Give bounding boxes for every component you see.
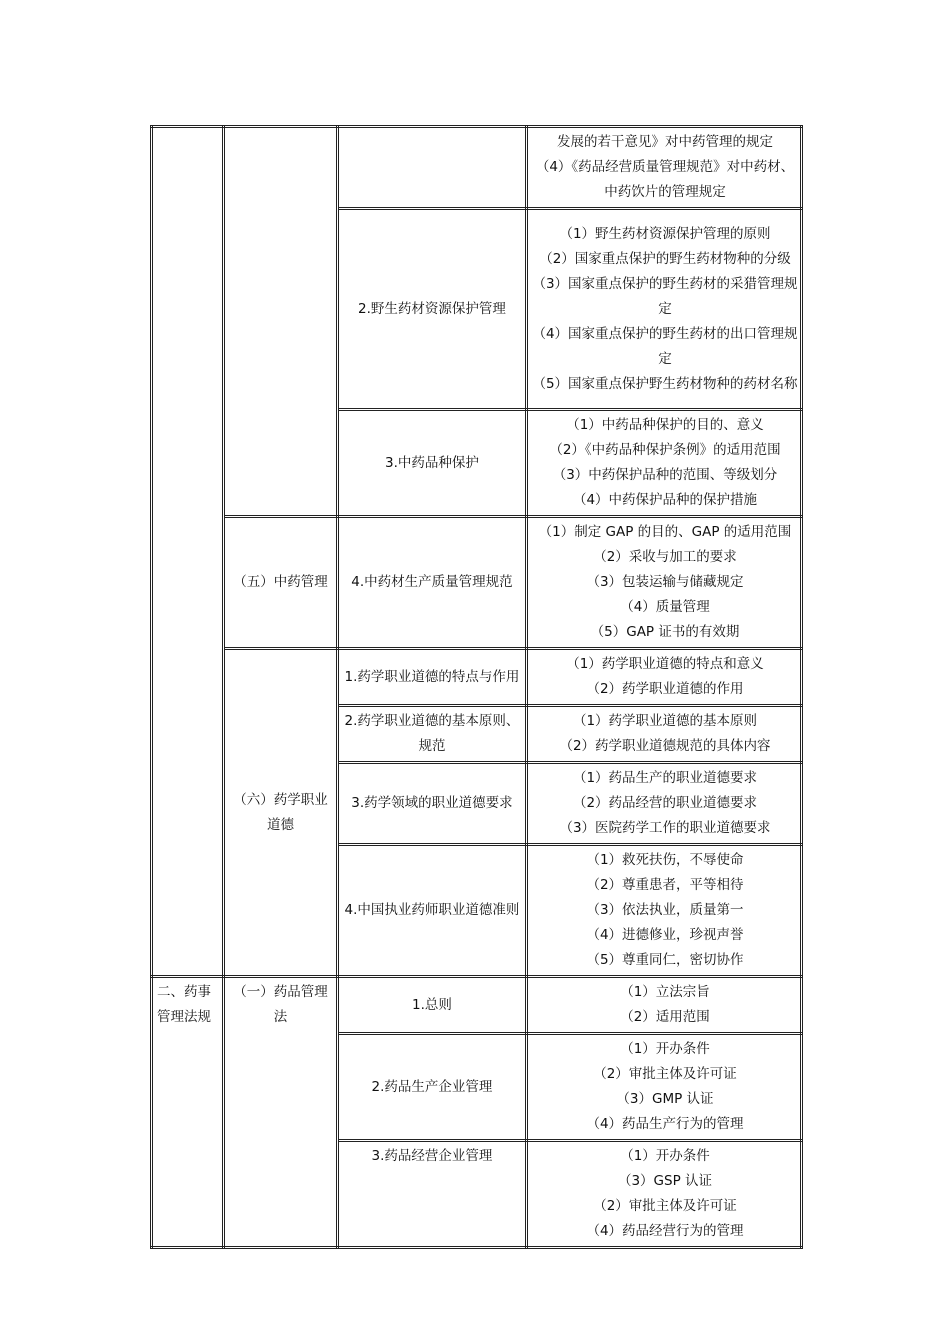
topic-cell	[338, 763, 527, 845]
topic-label: 4.中国执业药师职业道德准则	[344, 902, 520, 918]
subject-cell	[152, 977, 224, 1248]
topic-cell	[338, 649, 527, 706]
detail-cell	[527, 1034, 802, 1141]
detail-line: （3）依法执业，质量第一	[586, 902, 744, 918]
detail-line: （2）采收与加工的要求	[593, 549, 737, 565]
detail-line: （3）GMP 认证	[616, 1091, 714, 1107]
detail-line: （2）药学职业道德的作用	[586, 681, 744, 697]
detail-line: （2）尊重患者，平等相待	[586, 877, 744, 893]
detail-line: （4）药品经营行为的管理	[586, 1223, 744, 1239]
topic-label: 3.药品经营企业管理	[371, 1148, 493, 1164]
detail-line: （4）进德修业，珍视声誉	[586, 927, 744, 943]
detail-line: （1）药品生产的职业道德要求	[572, 770, 758, 786]
detail-line: （1）中药品种保护的目的、意义	[566, 417, 764, 433]
detail-cell	[527, 845, 802, 977]
detail-line: （3）GSP 认证	[617, 1173, 713, 1189]
subject-cell-empty	[152, 127, 224, 977]
unit-cell	[224, 517, 338, 649]
unit-cell	[224, 977, 338, 1248]
table-row	[152, 517, 802, 649]
topic-cell	[338, 706, 527, 763]
table-row	[152, 127, 802, 209]
detail-line: （2）药学职业道德规范的具体内容	[559, 738, 771, 754]
detail-line: （5）尊重同仁，密切协作	[586, 952, 744, 968]
detail-cell	[527, 649, 802, 706]
detail-line: （2）审批主体及许可证	[593, 1198, 737, 1214]
topic-label: 2.野生药材资源保护管理	[358, 300, 506, 317]
topic-label: 2.药品生产企业管理	[371, 1078, 493, 1095]
topic-cell	[338, 977, 527, 1034]
detail-line: （1）药学职业道德的基本原则	[572, 713, 758, 729]
detail-line: （4）国家重点保护的野生药材的出口管理规定	[532, 325, 798, 367]
detail-line: （2）适用范围	[620, 1009, 710, 1025]
detail-cell	[527, 763, 802, 845]
subject-label: 二、药事管理法规	[157, 984, 211, 1025]
topic-label: 1.总则	[412, 996, 452, 1013]
detail-line: （1）野生药材资源保护管理的原则	[559, 225, 771, 242]
detail-line: （2）《中药品种保护条例》的适用范围	[549, 442, 781, 458]
detail-line: （4）中药保护品种的保护措施	[572, 492, 758, 508]
unit-label: （五）中药管理	[233, 574, 328, 590]
detail-line: 发展的若干意见》对中药管理的规定	[557, 134, 773, 150]
topic-label: 4.中药材生产质量管理规范	[351, 574, 513, 590]
topic-label: 1.药学职业道德的特点与作用	[344, 668, 520, 685]
detail-line: （4）质量管理	[620, 599, 710, 615]
detail-line: （3）中药保护品种的范围、等级划分	[552, 467, 778, 483]
detail-cell	[527, 410, 802, 517]
detail-line: （4）《药品经营质量管理规范》对中药材、中药饮片的管理规定	[535, 159, 795, 200]
detail-line: （5）GAP 证书的有效期	[590, 624, 740, 640]
topic-cell	[338, 517, 527, 649]
detail-cell	[527, 977, 802, 1034]
topic-cell	[338, 1034, 527, 1141]
detail-line: （1）救死扶伤，不辱使命	[586, 852, 744, 868]
detail-line: （3）国家重点保护的野生药材的采猎管理规定	[532, 275, 798, 317]
detail-line: （4）药品生产行为的管理	[586, 1116, 744, 1132]
topic-cell	[338, 1141, 527, 1248]
unit-cell	[224, 649, 338, 977]
table-row	[152, 977, 802, 1034]
table-row	[152, 649, 802, 706]
detail-line: （5）国家重点保护野生药材物种的药材名称	[532, 375, 798, 392]
detail-line: （3）医院药学工作的职业道德要求	[559, 820, 771, 836]
topic-cell	[338, 845, 527, 977]
detail-cell	[527, 706, 802, 763]
topic-label: 3.中药品种保护	[385, 454, 479, 471]
syllabus-table	[150, 125, 803, 1249]
detail-cell	[527, 127, 802, 209]
detail-cell	[527, 1141, 802, 1248]
detail-cell	[527, 209, 802, 410]
unit-cell-empty	[224, 127, 338, 517]
unit-label: （六）药学职业道德	[233, 791, 328, 833]
detail-line: （1）开办条件	[620, 1148, 710, 1164]
detail-line: （2）药品经营的职业道德要求	[572, 795, 758, 811]
topic-label: 3.药学领域的职业道德要求	[351, 795, 513, 811]
detail-line: （1）立法宗旨	[620, 984, 710, 1000]
detail-line: （1）制定 GAP 的目的、GAP 的适用范围	[538, 524, 792, 540]
detail-cell	[527, 517, 802, 649]
detail-line: （2）审批主体及许可证	[593, 1066, 737, 1082]
detail-line: （1）开办条件	[620, 1041, 710, 1057]
detail-line: （2）国家重点保护的野生药材物种的分级	[539, 250, 791, 267]
detail-line: （1）药学职业道德的特点和意义	[566, 656, 764, 672]
topic-cell-empty	[338, 127, 527, 209]
detail-line: （3）包装运输与储藏规定	[586, 574, 744, 590]
topic-cell	[338, 209, 527, 410]
topic-label: 2.药学职业道德的基本原则、规范	[344, 713, 520, 754]
unit-label: （一）药品管理法	[233, 984, 328, 1025]
topic-cell	[338, 410, 527, 517]
